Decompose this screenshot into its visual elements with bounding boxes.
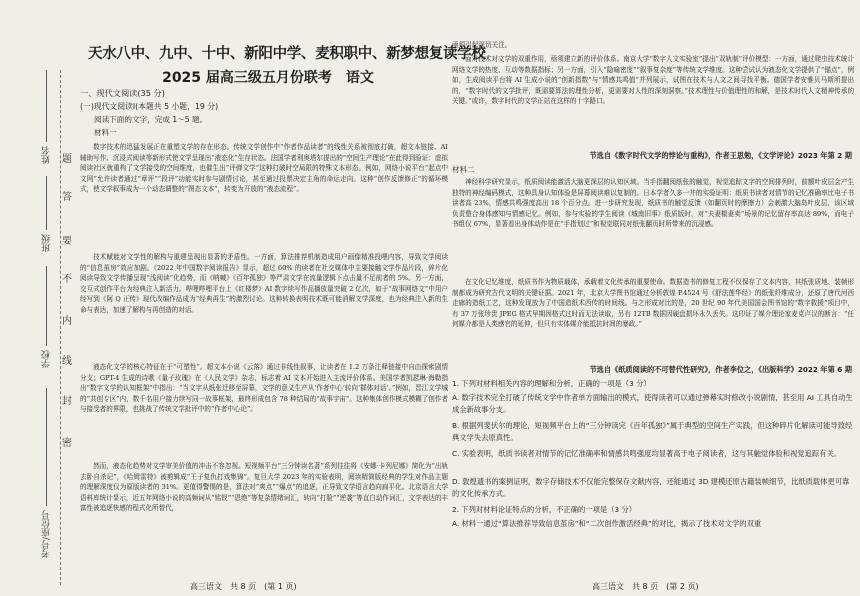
question-stem: 1. 下列对材料相关内容的理解和分析，正确的一项是（3 分） [452,379,651,388]
answer-option: D. 敦煌遗书的案例证明，数字存储技术不仅能完整保存文献内容，还能通过 3D 建模还原古籍装帧细节，比纸质载体更可靠的文化传承方式。 [452,477,850,498]
paragraph: 数字技术的迅猛发展正在重塑文学的存在形态。传统文学创作中“作者作品读者”的线性关系被彻底打破，超文本链接、AI 辅助写作、沉浸式阅读等新形式使文学呈现出“液态化”生存状态。法国学者利奥塔尔提出的“空间生产理论”在此得到验证：虚拟阅读社区就重构了文学接受的空间维度，也催生出“评弹文学”这种打破时空局限的特殊文本形态。例如，网络小说平台“起点中文网”允许读者通过“章评”“段评”功能实时参与剧情讨论，甚至通过投票决定主角的命运走向。这种“创作反馈修正”的循环模式，使文学叙事成为一个动态调整的“图态文本”，转变为开放的“液态流程”。 [80,143,448,194]
seal-char: 不 [62,274,72,285]
paragraph: 技术赋能对文学性的解构与重建呈现出显著的矛盾性。一方面，算法推荐机制造成用户画像精准投喂内容，导致文学阅读的“信息茧房”效应加剧。《2022 年中国数字阅读报告》显示，超过 60% 的读者在社交媒体中主要接触文学作品片段，碎片化阅读导致文学传播呈现“浅阅读”化趋势，而《呐喊》《百年孤独》等严肃文学在流量逻辑下点击量不足前者的 5%。另一方面，交互式创作平台为经典注入新活力。哔哩哔哩平台上《红楼梦》AI 数字续写作品播放量突破 2 亿次，如于“故事网络文”中用户经写到《阿 Q 正传》现代改编作品成为“经典再生”的激烈讨论。这种转换表明技术既可能消解文学深度，也为经典注入新的生命与表达，加速了解构与再创造的对话。 [80,253,448,314]
seal-line [60,70,61,585]
school-field-line [46,266,47,346]
exam-title: 2025 届高三级五月份联考 语文 [162,70,374,86]
answer-option: A. 数字技术完全打破了传统文学中作者单方面输出的模式，使得读者可以通过弹幕实时修改小说剧情，甚至用 AI 工具自动生成全新故事分支。 [452,393,853,414]
paragraph: 液态化文学的核心特征在于“可塑性”。超文本小说《云落》通过非线性叙事，让读者在 1.2 万条注释链接中自由探索剧情分支；GPT-4 生成的诗歌《量子玫瑰》在《人民文学》杂志，标志着 AI 文本开始进入主流评价体系。美国学者凯瑟琳·海勒指出“数字文学的认知框架”中指出：“当文字从纸张迁移至屏幕，文学的意义生产从‘作者中心’转向‘群体对话’。”例如，晋江文学城的“共创专区”内，数千名用户接力续写同一故事框架，最终形成包含 78 种结局的“故事宇宙”。这种集体创作模式模糊了创作者与接受者的界限，也挑战了传统文学批评中的“作者中心论”。 [80,363,448,414]
seal-char: 内 [62,316,72,327]
answer-option: B. 根据列斐伏尔的理论，短视频平台上的“三分钟读完《百年孤独》”属于典型的空间生产实践，但这种碎片化解读可能导致经典文学失去原真性。 [452,421,853,442]
subsection-heading: (一)现代文阅读Ⅰ(本题共 5 小题，19 分) [80,102,219,111]
seal-char: 要 [62,236,72,247]
question-stem: 2. 下列对材料论证特点的分析，不正确的一项是（3 分） [452,505,637,514]
class-field-label: 班级 [42,234,52,252]
exam-no-field-line [46,388,47,506]
answer-option: A. 材料一通过“算法推荐导致信息茧房”和“二次创作激活经典”的对比，揭示了技术对文学的双重 [452,519,762,528]
section-heading: 一、现代文阅读(35 分) [80,88,165,98]
schools-title: 天水八中、九中、十中、新阳中学、麦积职中、新梦想复读学校 [88,46,486,62]
name-field-label: 姓名 [42,146,52,164]
binding-margin [0,0,80,596]
source-citation: 节选自《数字时代文学的悖论与重构》，作者王思勉，《文学评论》2023 年第 2 期 [589,151,852,160]
seal-char: 封 [62,396,72,407]
paragraph: 神经科学研究显示，纸质阅读能激活大脑更深层的认知区域。当手指翻阅纸张的触觉，视觉追踪文字的空间排列时，前额叶皮层会产生独特的神经编码模式，这种具身认知体验是屏幕阅读难以复制的。日本学者久多一井的实验证明：纸质书读者对情节的记忆准确率比电子书读者高 23%，情感共鸣强度高出 18 个百分点。进一步研究发现，纸质书的触觉反馈（如翻页时的摩擦力）会刺激大脑岛叶皮层，该区域负责整合身体感知与情感记忆。例如，参与实验的学生阅读《城南旧事》纸质版时，对“夫妻椒妻卖”场景的记忆留存率高达 89%，而电子书组仅 67%，显著看出身体动作是在“手指划过”和视觉联同对纸张翻页时所带来的沉浸感。 [452,178,854,229]
paragraph: 在文化记忆维度，纸质书作为物质载体，承载着文化传承的重要使命。数据造书的修复工程不仅保存了文本内容，其纸张质地、装帧形制都成为研究古代文明的关键证据。2021 年，北京大学图书馆通过分析敦煌 P.4524 号《舒法莲华经》的纸张纤维成分，还原了唐代河西走廊的造纸工艺，这种发现放为了中国造纸术西传的时间线。与之形成对比的是，20 世纪 90 年代美国国会图书馆的“数字救援”项目中，有 37 万张珍贵 JPEG 格式早期因格式过时而无法读取，另有 12TB 数据因硬盘损坏永久丢失。这印证了媒介理论家麦克卢汉的断言：“任何媒介都是人类感官的延伸，但只有实体媒介能抵抗时间的暴政。” [452,278,854,329]
exam-no-field-label: 考号/座位号 [42,510,52,559]
material-label: 材料二 [452,165,475,174]
seal-char: 密 [62,438,72,449]
seal-char: 线 [62,356,72,367]
page-2 [452,0,856,596]
paragraph: 然而，液态化趋势对文学审美价值的冲击不容忽视。短视频平台“三分钟读名著”系列往往将《安娜·卡列尼娜》简化为“出轨去卧自杀记”，《哈姆雷特》被剪辑成“王子复仇打戏集锦”。复旦大学 2023 年的实验表明，阅读精简版经典的学生对作品主题的理解深度仅为原版读者的 31%。更值得警惕的是，算法对“爽点”“爆点”的追逐，正导致文学语言趋向扁平化。北京语言大学语料库统计显示，近五年网络小说的高频词从“铭钗”“恩绝”等复杂情绪词汇，转向“打脸”“逆袭”等直白动作词汇，文学表达的丰富性被追逐快感的程式化所替代， [80,462,448,513]
page-footer: 高三语文 共 8 页 (第 2 页) [592,582,699,591]
seal-char: 题 [62,154,72,165]
name-field-line [46,70,47,142]
seal-char: 答 [62,192,72,203]
material-label: 材料一 [94,128,117,137]
source-citation: 节选自《纸质阅读的不可替代性研究》，作者李位之，《出版科学》2022 年第 6 期 [589,365,852,374]
class-field-line [46,176,47,230]
paragraph: 面对技术对文学的双重作用，亟须建立新的评价体系。南京大学“数字人文实验室”提出“双轨制”评价模型：一方面，通过爬虫技术统计网络文学的热度、互动等数据指标；另一方面，引入“隐喻密度”“叙事复杂度”等传统文学维度。这种尝试认为液态化文学提供了“锚点”，例如，生成阅读平台将 AI 生成小说的“创新指数”与“情感共鸣值”并列展示，试图在技术与人文之间寻找平衡。德国学者安雅贝马斯所提出的，“数字时代的文学批评，既需要算法的理性分析，更需要对人性的深刻洞察。”技术理性与价值理性的和解，是技术时代人文精神传承的关键。”或许，数字时代的文学正站在这样的十字路口。 [452,55,854,106]
page-footer: 高三语文 共 8 页 (第 1 页) [190,582,297,591]
answer-option: C. 实验表明，纸质书读者对情节的记忆准确率和情感共鸣强度均显著高于电子阅读者，这与其触觉体验和视觉追踪有关。 [452,449,842,458]
reading-instruction: 阅读下面的文字，完成 1～5 题。 [94,115,208,124]
school-field-label: 学校 [42,350,52,368]
paragraph: 亟须引起深切关注。 [452,41,512,49]
